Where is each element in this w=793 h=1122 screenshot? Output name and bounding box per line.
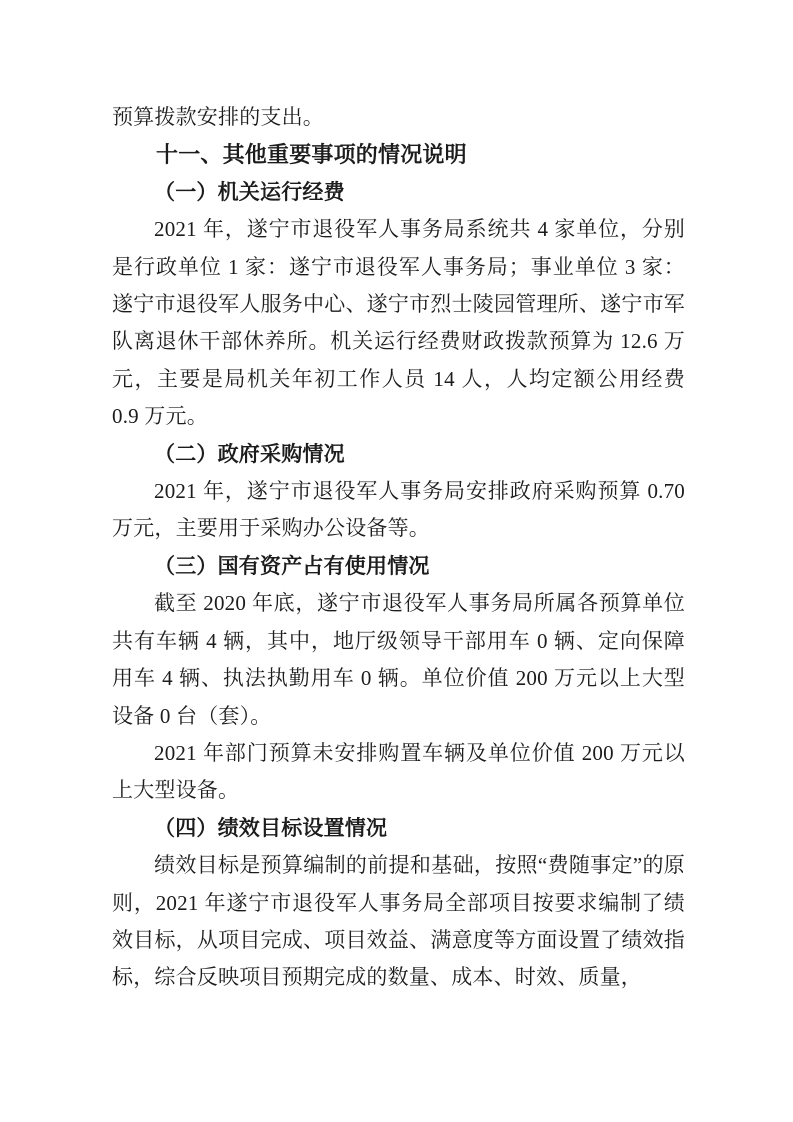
paragraph-performance-targets: 绩效目标是预算编制的前提和基础，按照“费随事定”的原则，2021 年遂宁市退役军人事务局全部项目按要求编制了绩效目标，从项目完成、项目效益、满意度等方面设置了绩效指标，综合反映项目预期完成的数量、成本、时效、质量， xyxy=(112,853,685,990)
paragraph-agency-operating-funds: 2021 年，遂宁市退役军人事务局系统共 4 家单位，分别是行政单位 1 家：遂宁市退役军人事务局；事业单位 3 家：遂宁市退役军人服务中心、遂宁市烈士陵园管理所、遂宁市军队离退休干部休养所。机关运行经费财政拨款预算为 12.6 万元，主要是局机关年初工作人员 14 人，人均定额公用经费 0.9 万元。 xyxy=(112,217,685,429)
paragraph-government-procurement: 2021 年，遂宁市退役军人事务局安排政府采购预算 0.70 万元，主要用于采购办公设备等。 xyxy=(112,479,685,541)
subsection-heading-1: （一）机关运行经费 xyxy=(154,179,345,204)
paragraph-state-assets-vehicles: 截至 2020 年底，遂宁市退役军人事务局所属各预算单位共有车辆 4 辆，其中，地厅级领导干部用车 0 辆、定向保障用车 4 辆、执法执勤用车 0 辆。单位价值 200 万元以上大型设备 0 台（套）。 xyxy=(112,591,685,728)
paragraph-continuation: 预算拨款安排的支出。 xyxy=(112,105,324,129)
subsection-heading-3: （三）国有资产占有使用情况 xyxy=(154,553,430,578)
subsection-heading-4: （四）绩效目标设置情况 xyxy=(154,815,388,840)
paragraph-no-new-purchases: 2021 年部门预算未安排购置车辆及单位价值 200 万元以上大型设备。 xyxy=(112,740,685,803)
section-heading-11: 十一、其他重要事项的情况说明 xyxy=(156,142,467,168)
subsection-heading-2: （二）政府采购情况 xyxy=(154,441,345,466)
